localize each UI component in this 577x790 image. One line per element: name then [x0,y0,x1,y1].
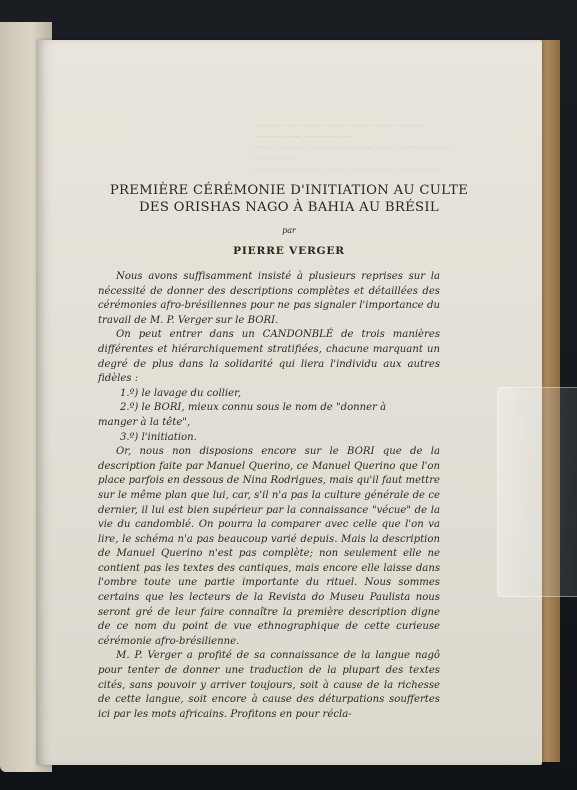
author-name: PIERRE VERGER [233,245,345,257]
paragraph-3: Or, nous non disposions encore sur le BORI que de la description faite par Manuel Querino, ce Manuel Querino que l'on place parfois en dessous de Nina Rodrigues, mais qu'il faut mettre sur le même plan que lui, car, s'il n'a pas la culture générale de ce dernier, il lui est bien supérieur par la connaissance "vécue" de la vie du candomblé. On pourra la comparer avec celle que l'on va lire, le schéma n'a pas beaucoup varié depuis. Mais la description de Manuel Querino n'est pas complète; non seulement elle ne contient pas les textes des cantiques, mais encore elle laisse dans l'ombre toute une partie importante du rituel. Nous sommes certains que les lecteurs de la Revista do Museu Paulista nous seront gré de leur faire connaître la première description digne de ce nom du point de vue ethnographique de cette curieuse cérémonie afro-brésilienne. [98,446,440,647]
ordered-list [98,387,440,445]
paragraph-4: M. P. Verger a profité de sa connaissance de la langue nagô pour tenter de donner une traduction de la plupart des textes cités, sans pouvoir y arriver toujours, soit à cause de la richesse de cette langue, soit encore à cause des déturpations souffertes ici par les mots africains. Profitons en pour récla- [98,650,440,720]
title-line-2: DES ORISHAS NAGO À BAHIA AU BRÉSIL [139,199,439,215]
glass-page-holder [497,387,577,597]
article-body [98,270,440,722]
byline: par [282,226,296,235]
show-through-text: ~~~~ ~~~~~~ ~~~ ~~~~~~~ ~~~~ ~~~~~~~ ~~~~~~~ ~~~ ~~~~~~~~ ~~~~~~ ~~~ ~~~~~~~~ ~~~~~~ ~~~~~~ ~~~~ ~~~ ~~~~~~~ ~~~~~~ [254,121,452,170]
paragraph-2: On peut entrer dans un CANDONBLÉ de trois manières différentes et hiérarchiquement stratifiées, chacune marquant un degré de plus dans la solidarité qui liera l'individu aux autres fidèles : [98,329,440,385]
list-item-2: 2.º) le BORI, mieux connu sous le nom de "donner à [120,402,387,414]
list-item-2-continued: manger à la tête", [98,416,191,428]
list-item-3: 3.º) l'initiation. [120,431,197,443]
list-item-1: 1.º) le lavage du collier, [120,387,242,399]
title-line-1: PREMIÈRE CÉRÉMONIE D'INITIATION AU CULTE [109,183,469,198]
article-title [60,183,518,216]
paragraph-1: Nous avons suffisamment insisté à plusieurs reprises sur la nécessité de donner des descriptions complètes et détaillées des cérémonies afro-brésiliennes pour ne pas signaler l'importance du travail de M. P. Verger sur le BORI. [98,271,440,326]
